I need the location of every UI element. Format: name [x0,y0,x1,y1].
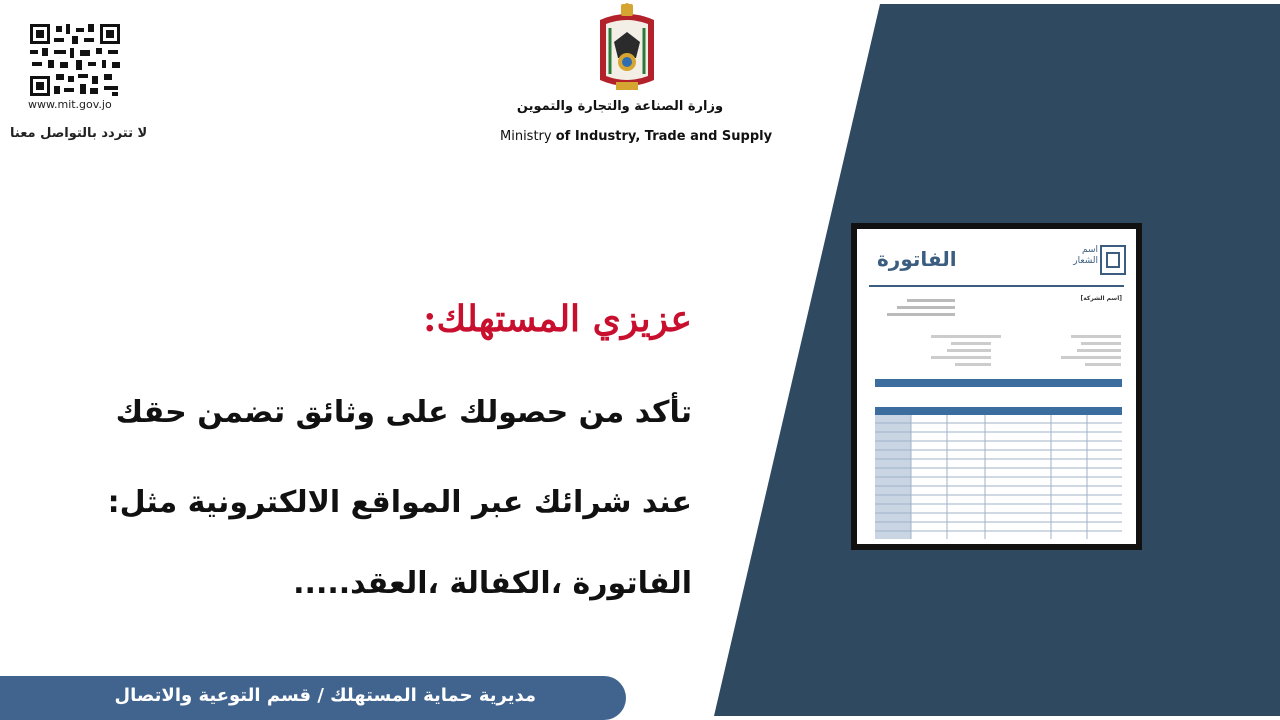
footer-banner [0,676,626,720]
invoice-logo-line2: الشعار [1073,256,1098,266]
invoice-title: الفاتورة [877,247,957,271]
invoice-logo-icon [1100,245,1126,275]
invoice-header-bar [875,379,1122,387]
qr-code-icon [28,22,122,98]
footer-label: مديرية حماية المستهلك / قسم التوعية والاتصال [114,685,536,706]
ministry-name-arabic: وزارة الصناعة والتجارة والتموين [516,99,724,114]
contact-prompt: لا تتردد بالتواصل معنا [10,126,148,141]
ministry-en-bold: of Industry, Trade and Supply [555,129,773,144]
invoice-items-grid [875,415,1122,539]
invoice-image-frame [851,223,1142,550]
invoice-meta-lines [887,297,957,323]
invoice-image [857,229,1136,544]
ministry-name-english [500,129,772,144]
invoice-logo-text [1073,245,1098,267]
coat-of-arms-icon [596,2,658,96]
invoice-divider [869,285,1124,287]
invoice-logo-line1: اسم [1081,245,1098,255]
headline: عزيزي المستهلك: [423,298,692,340]
invoice-address-lines [871,333,1123,373]
body-line-2: عند شرائك عبر المواقع الالكترونية مثل: [107,485,692,520]
body-line-1: تأكد من حصولك على وثائق تضمن حقك [115,395,692,430]
website-link[interactable]: www.mit.gov.jo [28,98,112,111]
invoice-items-header-bar [875,407,1122,415]
body-line-3: الفاتورة ،الكفالة ،العقد..... [293,566,692,601]
invoice-company: [اسم الشركة] [1080,295,1122,302]
ministry-en-prefix: Ministry [500,129,556,144]
